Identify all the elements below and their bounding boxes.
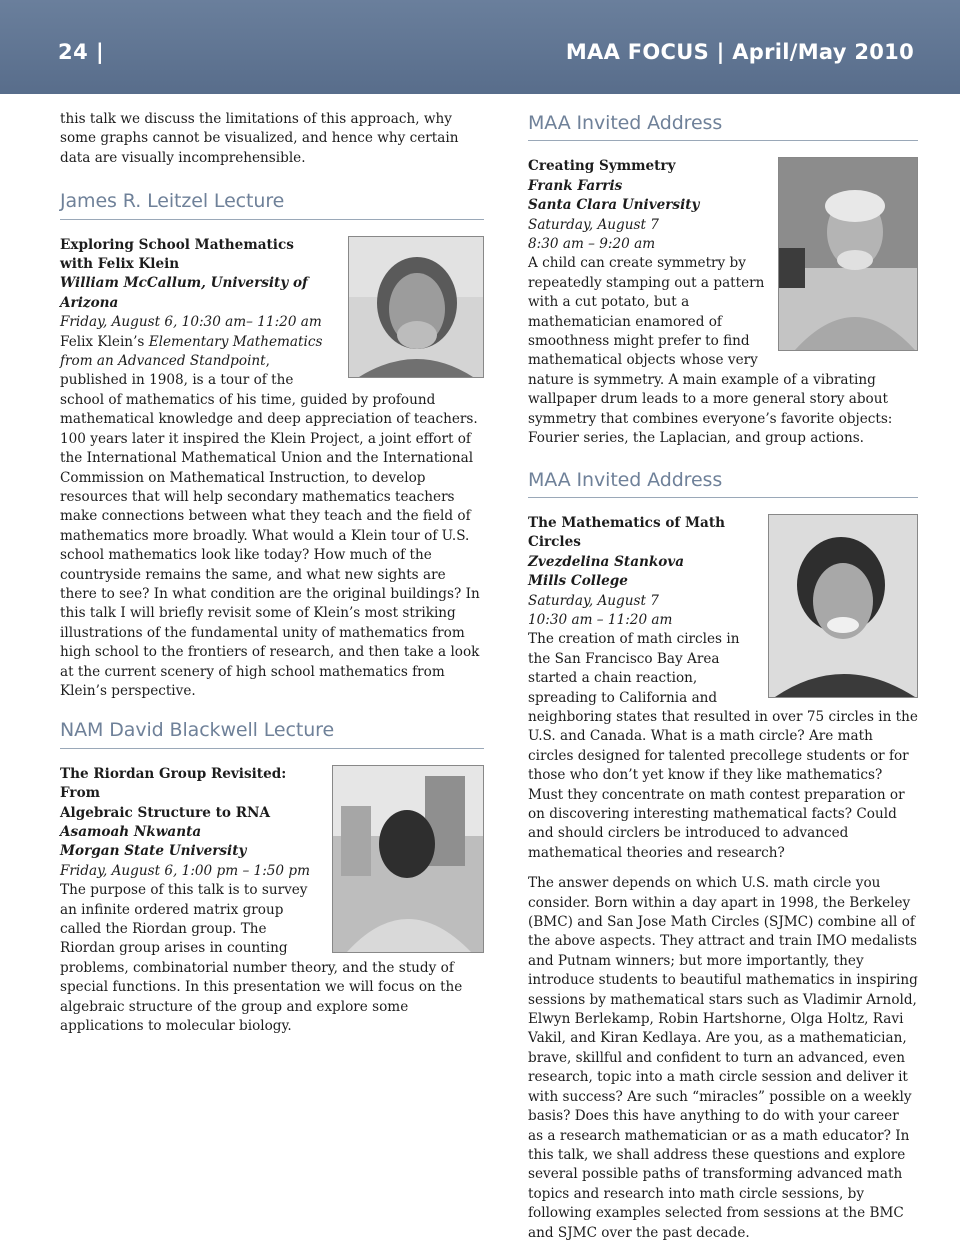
talk-date: Saturday, August 7 [528,216,659,233]
abstract-text: The creation of math circles in the San Francisco Bay Area started a chain reaction, spreading to California and neighboring states that resulted in over 75 circles in the U.S. and Canada. What is a math circle? Are math circles designed for talented precollege students or for those who don’t yet know if they like mathematics? Must they concentrate on math contest preparation or on discovering interesting mathematical facts? Could and should circlers be introduced to advanced mathematical theories and research? [528,631,918,861]
section-title: MAA Invited Address [528,471,918,498]
abstract-text: A child can create symmetry by repeatedly stamping out a pattern with a cut potato, but a mathematician enamored of smoothness might prefer to find mathematical objects whose very nature is symmetry. A main example of a vibrating wallpaper drum leads to a more general story about symmetry that combines everyone’s favorite objects: Fourier series, the Laplacian, and group actions. [528,255,893,447]
speaker-name: William McCallum, University of Arizona [60,275,308,311]
abstract-text [60,333,484,702]
book-title: Elementary Mathematics from an Advanced Standpoint [60,333,323,370]
talk-title-line-1: Exploring School Mathematics [60,236,294,253]
mccallum-photo [348,236,484,378]
left-column [60,110,484,1036]
talk-time: Friday, August 6, 1:00 pm – 1:50 pm [60,862,310,879]
blackwell-lecture [60,721,484,1036]
right-column [528,114,918,1243]
talk-time: Friday, August 6, 10:30 am– 11:20 am [60,314,322,331]
farris-photo [778,157,918,351]
speaker-institution: Morgan State University [60,843,247,860]
speaker-institution: Mills College [528,573,628,590]
page-header [0,0,960,94]
talk-date: Saturday, August 7 [528,592,659,609]
speaker-name: Frank Farris [528,177,623,194]
abstract-body: , published in 1908, is a tour of the school of mathematics of his time, guided by profound mathematical knowledge and deep appreciation of teachers. 100 years later it inspired the Klein Project, a joint effort of the International Mathematical Union and the International Commission on Mathematical Instruction, to develop resources that will help secondary mathematics teachers make connections between what they teach and the field of mathematics more broadly. What would a Klein tour of U.S. school mathematics look like today? How much of the countryside remains the same, and what new sights are there to see? In what condition are the original buildings? In this talk I will briefly revisit some of Klein’s most striking illustrations of the fundamental unity of mathematics from high school to the frontiers of research, and then take a look at the current scenery of high school mathematics from Klein’s perspective. [60,353,480,699]
section-title: NAM David Blackwell Lecture [60,721,484,748]
farris-address [528,114,918,449]
leitzel-lecture [60,192,484,701]
speaker-name: Zvezdelina Stankova [528,553,685,570]
abstract-text-continued: The answer depends on which U.S. math circle you consider. Born within a day apart in 1998, the Berkeley (BMC) and San Jose Math Circles (SJMC) combine all of the above aspects. They attract and train IMO medalists and Putnam winners; but more importantly, they introduce students to beautiful mathematics in inspiring sessions by mathematical stars such as Vladimir Arnold, Elwyn Berlekamp, Robin Hartshorne, Olga Holtz, Ravi Vakil, and Kiran Kedlaya. Are you, as a mathematician, brave, skillful and confident to turn an advanced, even research, topic into a math circle session and deliver it with success? Are such “miracles” possible on a weekly basis? Does this have anything to do with your career as a research mathematician or as a math educator? In this talk, we shall address these questions and explore several possible paths of transforming advanced math topics and research into math circle sessions, by following examples selected from sessions at the BMC and SJMC over the past decade. [528,875,918,1241]
talk-title: Creating Symmetry [528,158,676,175]
talk-time: 8:30 am – 9:20 am [528,236,656,253]
page-number: 24 | [58,40,105,64]
abstract-text: The purpose of this talk is to survey an infinite ordered matrix group called the Riordan group. The Riordan group arises in counting problems, combinatorial number theory, and the study of special functions. In this presentation we will focus on the algebraic structure of the group and explore some applications to molecular biology. [60,882,463,1035]
talk-title-line-1: The Riordan Group Revisited: From [60,765,287,802]
talk-title: The Mathematics of Math Circles [528,514,726,551]
section-title: James R. Leitzel Lecture [60,192,484,219]
stankova-photo [768,514,918,698]
nkwanta-photo [332,765,484,953]
speaker-name: Asamoah Nkwanta [60,824,202,840]
stankova-address [528,468,918,1243]
talk-time: 10:30 am – 11:20 am [528,611,673,628]
abstract-lead: Felix Klein’s [60,333,149,350]
speaker-institution: Santa Clara University [528,197,700,214]
publication-title: MAA FOCUS | April/May 2010 [565,40,914,64]
intro-paragraph: this talk we discuss the limitations of this approach, why some graphs cannot be visualized, and hence why certain data are visually incomprehensible. [60,111,459,166]
section-title: MAA Invited Address [528,114,918,141]
talk-title-line-2: with Felix Klein [60,256,180,273]
talk-title-line-2: Algebraic Structure to RNA [60,804,270,821]
